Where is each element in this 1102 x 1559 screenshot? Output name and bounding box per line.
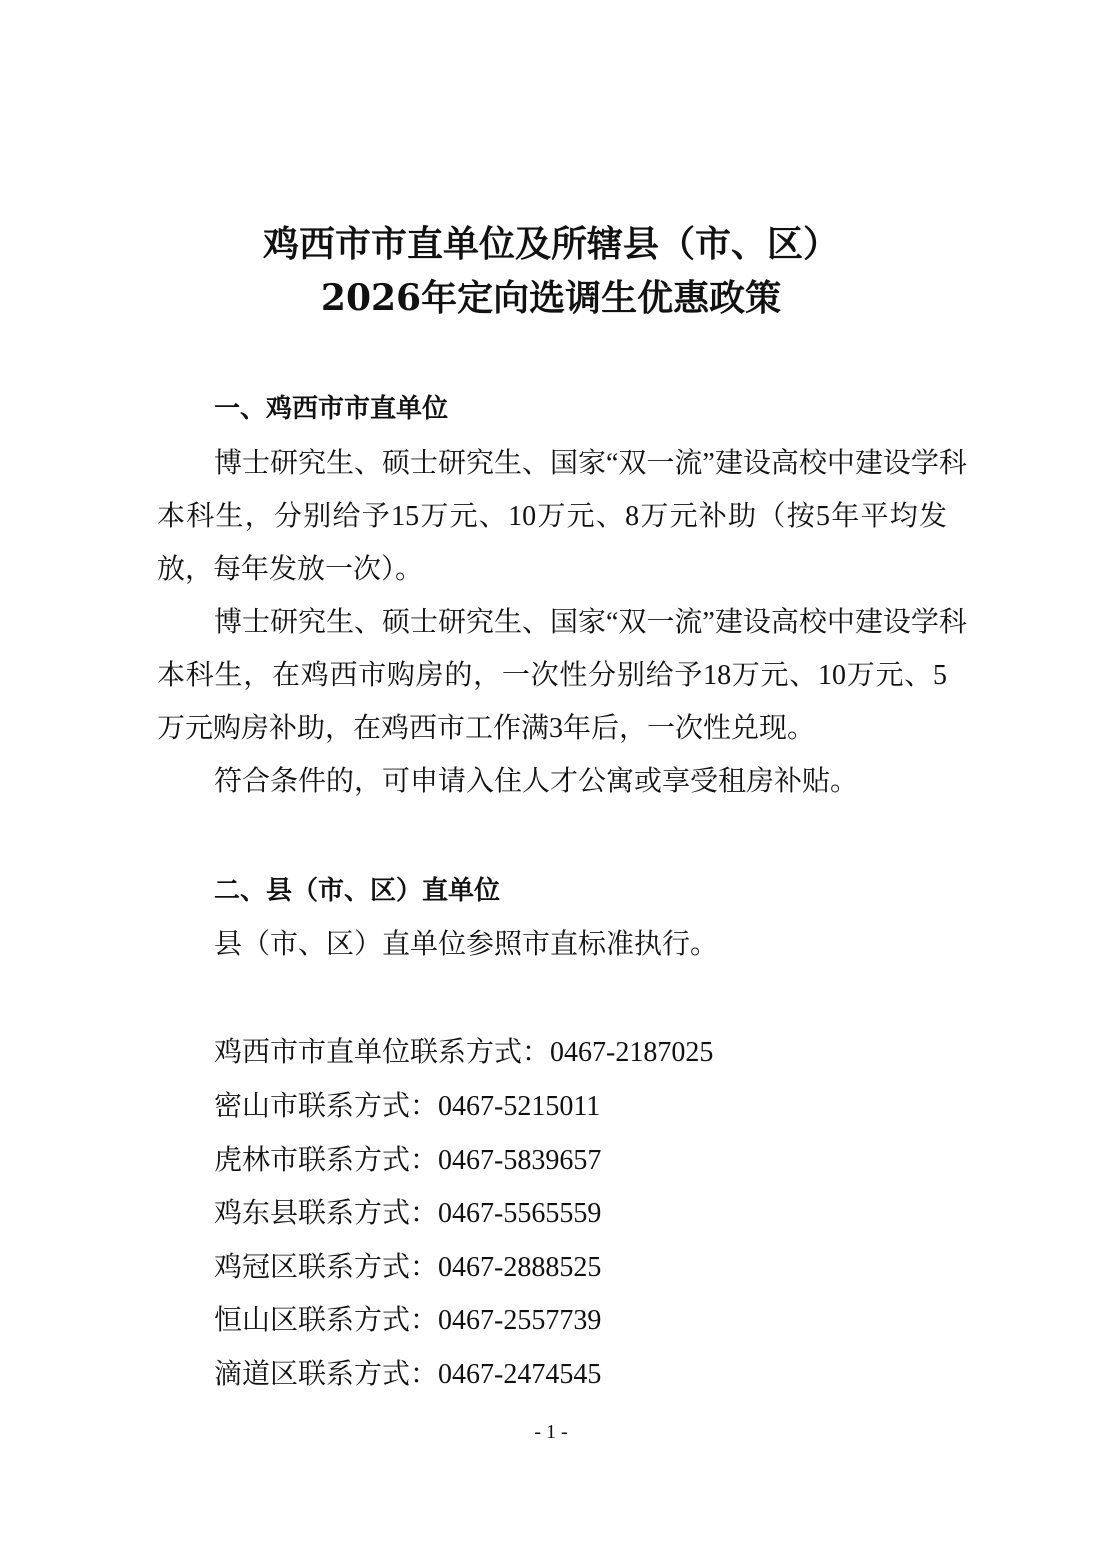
contact-line <box>214 1084 600 1124</box>
contact-label: 恒山区联系方式： <box>214 1305 439 1336</box>
paragraph-line: 万元购房补助，在鸡西市工作满3年后，一次性兑现。 <box>157 713 816 744</box>
contact-label: 鸡冠区联系方式： <box>214 1252 439 1283</box>
paragraph-line: 放，每年发放一次）。 <box>157 554 424 585</box>
paragraph-line: 博士研究生、硕士研究生、国家“双一流”建设高校中建设学科 <box>214 607 967 638</box>
contact-label: 鸡西市市直单位联系方式： <box>214 1037 551 1068</box>
paragraph-line: 博士研究生、硕士研究生、国家“双一流”建设高校中建设学科 <box>214 448 967 479</box>
contact-phone: 0467-2474545 <box>438 1359 602 1390</box>
contact-phone: 0467-5215011 <box>438 1091 601 1122</box>
contact-line <box>214 1138 601 1178</box>
contact-line <box>214 1030 713 1070</box>
contact-label: 鸡东县联系方式： <box>214 1198 439 1229</box>
document-title-line-2: 2026年定向选调生优惠政策 <box>320 277 782 319</box>
contact-phone: 0467-2557739 <box>438 1305 602 1336</box>
contact-label: 虎林市联系方式： <box>214 1145 439 1176</box>
section-heading-county-units: 二、县（市、区）直单位 <box>214 876 501 906</box>
contact-phone: 0467-2187025 <box>550 1037 714 1068</box>
paragraph-line: 本科生，分别给予15万元、10万元、8万元补助（按5年平均发 <box>157 501 947 532</box>
contact-phone: 0467-5839657 <box>438 1145 602 1176</box>
contact-label: 滴道区联系方式： <box>214 1359 439 1390</box>
contact-line <box>214 1352 601 1392</box>
contact-line <box>214 1191 601 1231</box>
contact-label: 密山市联系方式： <box>214 1091 439 1122</box>
page-number: - 1 - <box>534 1421 568 1443</box>
paragraph-line: 本科生，在鸡西市购房的，一次性分别给予18万元、10万元、5 <box>157 660 947 691</box>
contact-line <box>214 1298 601 1338</box>
paragraph-line: 县（市、区）直单位参照市直标准执行。 <box>214 929 719 960</box>
contact-line <box>214 1245 601 1285</box>
contact-phone: 0467-5565559 <box>438 1198 602 1229</box>
document-title-line-1: 鸡西市市直单位及所辖县（市、区） <box>262 223 839 265</box>
paragraph-line: 符合条件的，可申请入住人才公寓或享受租房补贴。 <box>214 766 859 797</box>
section-heading-city-units: 一、鸡西市市直单位 <box>214 394 449 424</box>
contact-phone: 0467-2888525 <box>438 1252 602 1283</box>
